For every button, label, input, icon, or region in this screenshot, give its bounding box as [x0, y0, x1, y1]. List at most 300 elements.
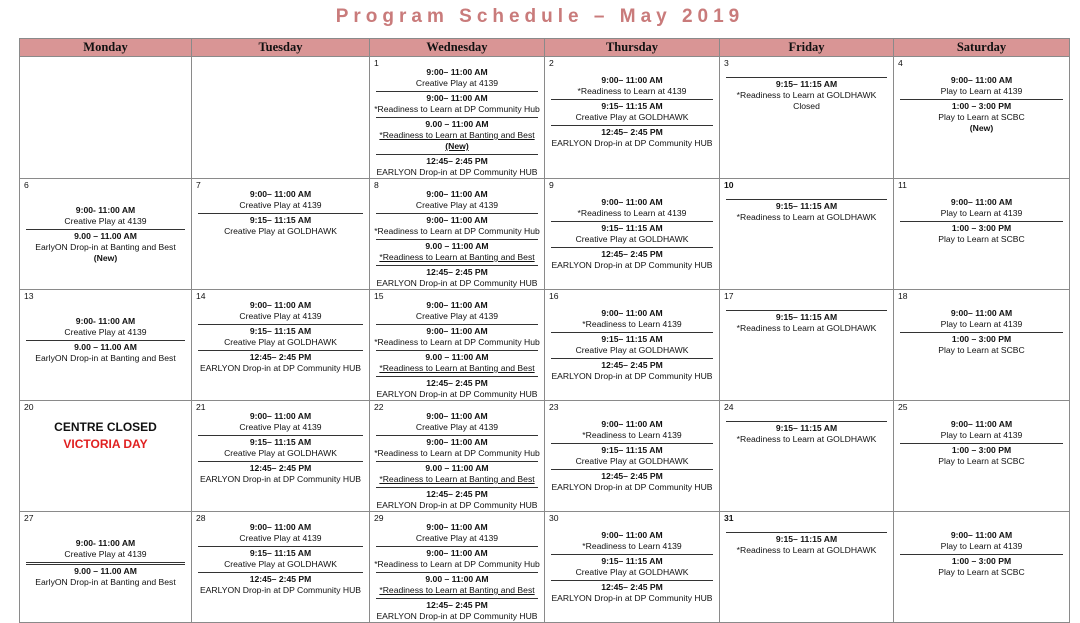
- program-list: [545, 401, 719, 493]
- program-entry: [896, 530, 1067, 552]
- program-time: 9:15– 11:15 AM: [249, 326, 312, 336]
- program-name: *Readiness to Learn at Banting and Best: [379, 130, 535, 140]
- program-entry: [372, 546, 542, 570]
- entry-divider: [726, 77, 887, 78]
- program-time: 1:00 – 3:00 PM: [951, 445, 1012, 455]
- closed-notice: [20, 401, 191, 453]
- program-time: 9:15– 11:15 AM: [775, 423, 838, 433]
- program-name: Play to Learn at SCBC: [938, 456, 1025, 466]
- program-name: Creative Play at GOLDHAWK: [224, 337, 337, 347]
- date-number: 7: [196, 180, 201, 190]
- program-time: 9:15– 11:15 AM: [601, 101, 663, 111]
- week-row: [20, 57, 1070, 179]
- entry-divider: [198, 324, 363, 325]
- program-time: 9.00 – 11.00 AM: [74, 342, 137, 352]
- program-entry: [194, 522, 367, 544]
- program-name: *Readiness to Learn at DP Community Hub: [374, 559, 540, 569]
- program-name: *Readiness to Learn at DP Community Hub: [374, 337, 540, 347]
- program-name: Play to Learn at 4139: [940, 208, 1023, 218]
- program-time: 9:00– 11:00 AM: [426, 215, 488, 225]
- day-cell: [894, 290, 1070, 401]
- program-list: [894, 57, 1069, 134]
- entry-divider: [376, 154, 538, 155]
- program-name: Play to Learn at SCBC: [938, 234, 1025, 244]
- program-time: 9:00– 11:00 AM: [249, 411, 312, 421]
- day-cell: [20, 290, 192, 401]
- program-entry: [372, 117, 542, 152]
- program-time: 9:00- 11:00 AM: [75, 205, 136, 215]
- program-name: Creative Play at 4139: [239, 311, 322, 321]
- program-list: [720, 401, 893, 445]
- entry-divider: [198, 546, 363, 547]
- program-entry: [547, 75, 717, 97]
- week-row: [20, 401, 1070, 512]
- program-time: 9:00– 11:00 AM: [601, 308, 663, 318]
- program-time: 12:45– 2:45 PM: [426, 156, 488, 166]
- program-list: [894, 401, 1069, 467]
- program-entry: [896, 308, 1067, 330]
- program-list: [894, 179, 1069, 245]
- program-entry: [547, 221, 717, 245]
- program-time: 9:00– 11:00 AM: [426, 326, 488, 336]
- program-list: [20, 179, 191, 264]
- program-time: 9:00– 11:00 AM: [601, 75, 663, 85]
- entry-divider: [726, 532, 887, 533]
- program-entry: [547, 99, 717, 123]
- program-time: 9:00– 11:00 AM: [601, 419, 663, 429]
- program-time: 9:00– 11:00 AM: [950, 197, 1013, 207]
- program-time: 9:15– 11:15 AM: [601, 445, 663, 455]
- program-time: 9.00 – 11:00 AM: [425, 574, 489, 584]
- program-entry: [722, 421, 891, 445]
- day-cell: [894, 179, 1070, 290]
- program-name: Creative Play at GOLDHAWK: [224, 226, 337, 236]
- program-name: *Readiness to Learn 4139: [582, 541, 682, 551]
- program-time: 9:15– 11:15 AM: [601, 556, 663, 566]
- program-time: 12:45– 2:45 PM: [601, 249, 663, 259]
- program-name: Creative Play at 4139: [415, 78, 499, 88]
- header-tuesday: Tuesday: [192, 39, 370, 57]
- program-time: 9:00– 11:00 AM: [249, 300, 312, 310]
- program-entry: [194, 324, 367, 348]
- program-name: EARLYON Drop-in at DP Community HUB: [376, 167, 538, 177]
- program-name: Creative Play at 4139: [64, 327, 147, 337]
- program-time: 9:00– 11:00 AM: [426, 189, 488, 199]
- program-name: EARLYON Drop-in at DP Community HUB: [551, 260, 713, 270]
- program-entry: [547, 530, 717, 552]
- entry-divider: [376, 239, 538, 240]
- program-time: 9:00– 11:00 AM: [426, 300, 488, 310]
- entry-divider: [376, 487, 538, 488]
- program-entry: [722, 199, 891, 223]
- program-list: [192, 179, 369, 237]
- program-name: Play to Learn at SCBC: [938, 567, 1025, 577]
- program-name: EARLYON Drop-in at DP Community HUB: [551, 138, 713, 148]
- program-name: Creative Play at GOLDHAWK: [575, 456, 689, 466]
- program-list: [894, 290, 1069, 356]
- date-number: 29: [374, 513, 384, 523]
- program-time: 12:45– 2:45 PM: [426, 267, 488, 277]
- date-number: 15: [374, 291, 384, 301]
- program-list: [720, 57, 893, 112]
- date-number: 17: [724, 291, 734, 301]
- program-time: 9:00- 11:00 AM: [75, 316, 136, 326]
- program-name: *Readiness to Learn at GOLDHAWK: [736, 323, 877, 333]
- program-time: 9.00 – 11:00 AM: [425, 241, 489, 251]
- program-entry: [896, 443, 1067, 467]
- program-entry: [896, 554, 1067, 578]
- program-time: 9:15– 11:15 AM: [775, 79, 838, 89]
- program-name: *Readiness to Learn 4139: [582, 319, 682, 329]
- program-entry: [372, 435, 542, 459]
- program-entry: [372, 598, 542, 622]
- program-name: Creative Play at GOLDHAWK: [224, 448, 337, 458]
- program-time: 9:15– 11:15 AM: [775, 534, 838, 544]
- program-time: 9:00– 11:00 AM: [950, 530, 1013, 540]
- program-list: [20, 512, 191, 588]
- program-entry: [547, 247, 717, 271]
- day-cell: [192, 401, 370, 512]
- entry-divider: [900, 99, 1063, 100]
- program-entry: [372, 411, 542, 433]
- program-name: EARLYON Drop-in at DP Community HUB: [199, 585, 362, 595]
- program-entry: [547, 419, 717, 441]
- entry-divider: [551, 99, 713, 100]
- program-time: 9:15– 11:15 AM: [601, 334, 663, 344]
- entry-divider: [900, 221, 1063, 222]
- entry-divider: [551, 443, 713, 444]
- program-entry: [194, 350, 367, 374]
- program-time: 9:00– 11:00 AM: [950, 419, 1013, 429]
- day-cell: [720, 512, 894, 623]
- program-entry: [896, 419, 1067, 441]
- program-entry: [372, 572, 542, 596]
- week-row: [20, 290, 1070, 401]
- program-time: 9:15– 11:15 AM: [249, 548, 312, 558]
- program-list: [20, 290, 191, 364]
- program-list: [370, 401, 544, 511]
- day-cell: [192, 512, 370, 623]
- entry-divider: [551, 580, 713, 581]
- program-name: EarlyON Drop-in at Banting and Best: [35, 242, 176, 252]
- program-time: 1:00 – 3:00 PM: [951, 556, 1012, 566]
- program-entry: [194, 546, 367, 570]
- date-number: 22: [374, 402, 384, 412]
- program-entry: [896, 332, 1067, 356]
- program-time: 9:00– 11:00 AM: [950, 75, 1013, 85]
- program-name: EARLYON Drop-in at DP Community HUB: [376, 500, 538, 510]
- program-time: 9:00– 11:00 AM: [601, 197, 663, 207]
- program-name: EARLYON Drop-in at DP Community HUB: [551, 482, 713, 492]
- entry-divider: [551, 554, 713, 555]
- program-name: *Readiness to Learn at Banting and Best: [379, 363, 535, 373]
- entry-divider: [376, 265, 538, 266]
- program-name: Creative Play at GOLDHAWK: [575, 567, 689, 577]
- program-time: 1:00 – 3:00 PM: [951, 223, 1012, 233]
- program-entry: [372, 300, 542, 322]
- program-entry: [372, 213, 542, 237]
- program-name: EARLYON Drop-in at DP Community HUB: [376, 611, 538, 621]
- program-name: Play to Learn at 4139: [940, 541, 1023, 551]
- day-cell: [370, 290, 545, 401]
- program-entry: [22, 229, 189, 264]
- entry-divider: [726, 199, 887, 200]
- page-title: Program Schedule – May 2019: [335, 6, 745, 27]
- program-name: EARLYON Drop-in at DP Community HUB: [551, 371, 713, 381]
- day-cell: [20, 179, 192, 290]
- week-row: [20, 179, 1070, 290]
- program-name: Play to Learn at 4139: [940, 86, 1023, 96]
- weekday-header-row: [20, 39, 1070, 57]
- program-list: [192, 401, 369, 485]
- entry-divider: [726, 310, 887, 311]
- program-list: [370, 512, 544, 622]
- entry-divider: [551, 221, 713, 222]
- program-entry: [896, 221, 1067, 245]
- program-time: 9:00- 11:00 AM: [75, 538, 136, 548]
- program-time: 9:15– 11:15 AM: [775, 312, 838, 322]
- date-number: 21: [196, 402, 206, 412]
- entry-divider: [376, 598, 538, 599]
- day-cell: [545, 179, 720, 290]
- program-entry: [22, 316, 189, 338]
- program-entry: [372, 67, 542, 89]
- program-list: [370, 290, 544, 400]
- entry-divider: [198, 350, 363, 351]
- day-cell: [720, 179, 894, 290]
- program-entry: [22, 205, 189, 227]
- entry-divider: [551, 332, 713, 333]
- date-number: 1: [374, 58, 379, 68]
- entry-divider: [376, 350, 538, 351]
- program-list: [192, 512, 369, 596]
- entry-divider: [376, 435, 538, 436]
- program-name: *Readiness to Learn at GOLDHAWK: [736, 90, 877, 100]
- program-name: *Readiness to Learn at GOLDHAWK: [736, 545, 877, 555]
- program-name: *Readiness to Learn at GOLDHAWK: [736, 212, 877, 222]
- program-entry: [22, 562, 189, 588]
- program-name: EARLYON Drop-in at DP Community HUB: [199, 363, 362, 373]
- date-number: 14: [196, 291, 206, 301]
- program-name: Creative Play at 4139: [64, 216, 147, 226]
- entry-divider: [551, 247, 713, 248]
- day-cell: [894, 57, 1070, 179]
- program-time: 9.00 – 11.00 AM: [74, 231, 137, 241]
- header-thursday: Thursday: [545, 39, 720, 57]
- date-number: 20: [24, 402, 34, 412]
- day-cell: [192, 57, 370, 179]
- program-name: *Readiness to Learn 4139: [582, 430, 682, 440]
- program-name: Creative Play at 4139: [64, 549, 147, 559]
- program-entry: [547, 443, 717, 467]
- entry-divider: [198, 572, 363, 573]
- day-cell: [545, 512, 720, 623]
- program-time: 9:15– 11:15 AM: [775, 201, 838, 211]
- new-badge: (New): [969, 123, 994, 133]
- program-name: *Readiness to Learn at 4139: [577, 86, 687, 96]
- date-number: 30: [549, 513, 559, 523]
- entry-divider: [26, 562, 185, 565]
- program-entry: [372, 461, 542, 485]
- program-time: 9:00– 11:00 AM: [426, 67, 488, 77]
- program-time: 12:45– 2:45 PM: [426, 378, 488, 388]
- date-number: 4: [898, 58, 903, 68]
- entry-divider: [900, 443, 1063, 444]
- program-time: 12:45– 2:45 PM: [426, 600, 488, 610]
- program-time: 12:45– 2:45 PM: [601, 471, 663, 481]
- header-wednesday: Wednesday: [370, 39, 545, 57]
- date-number: 2: [549, 58, 554, 68]
- program-entry: [896, 75, 1067, 97]
- entry-divider: [551, 358, 713, 359]
- date-number: 16: [549, 291, 559, 301]
- program-entry: [194, 435, 367, 459]
- program-entry: [547, 469, 717, 493]
- program-list: [545, 512, 719, 604]
- new-badge: (New): [93, 253, 118, 263]
- program-entry: [547, 197, 717, 219]
- program-name: *Readiness to Learn at 4139: [577, 208, 687, 218]
- program-name: *Readiness to Learn at GOLDHAWK: [736, 434, 877, 444]
- program-name: Play to Learn at SCBC: [938, 345, 1025, 355]
- week-row: [20, 512, 1070, 623]
- program-list: [720, 179, 893, 223]
- program-name: Play to Learn at 4139: [940, 430, 1023, 440]
- program-name: EARLYON Drop-in at DP Community HUB: [551, 593, 713, 603]
- header-saturday: Saturday: [894, 39, 1070, 57]
- program-entry: [547, 358, 717, 382]
- date-number: 27: [24, 513, 34, 523]
- day-cell: [720, 401, 894, 512]
- entry-divider: [551, 125, 713, 126]
- program-entry: [547, 125, 717, 149]
- program-name: *Readiness to Learn at Banting and Best: [379, 474, 535, 484]
- program-name: Creative Play at 4139: [239, 533, 322, 543]
- day-cell: [545, 290, 720, 401]
- program-time: 9:00– 11:00 AM: [426, 93, 488, 103]
- program-entry: [722, 532, 891, 556]
- program-name: *Readiness to Learn at Banting and Best: [379, 252, 535, 262]
- program-entry: [22, 340, 189, 364]
- holiday-label: VICTORIA DAY: [63, 437, 148, 451]
- date-number: 10: [724, 180, 734, 190]
- program-name: *Readiness to Learn at DP Community Hub: [374, 226, 540, 236]
- program-time: 12:45– 2:45 PM: [601, 127, 663, 137]
- date-number: 28: [196, 513, 206, 523]
- day-cell: [545, 57, 720, 179]
- program-list: [545, 290, 719, 382]
- day-cell: [545, 401, 720, 512]
- program-name: Creative Play at 4139: [415, 200, 499, 210]
- date-number: 11: [898, 180, 907, 190]
- program-time: 12:45– 2:45 PM: [249, 574, 312, 584]
- program-entry: [547, 332, 717, 356]
- day-cell: [20, 57, 192, 179]
- program-time: 9:00– 11:00 AM: [950, 308, 1013, 318]
- entry-divider: [726, 421, 887, 422]
- day-cell: [370, 401, 545, 512]
- program-time: 12:45– 2:45 PM: [601, 360, 663, 370]
- program-time: 9:00– 11:00 AM: [426, 411, 488, 421]
- calendar-body: [20, 57, 1070, 623]
- entry-divider: [376, 117, 538, 118]
- day-cell: [370, 179, 545, 290]
- new-badge: (New): [445, 141, 469, 151]
- program-time: 9:15– 11:15 AM: [249, 437, 312, 447]
- program-list: [192, 290, 369, 374]
- program-name: Creative Play at GOLDHAWK: [575, 345, 689, 355]
- entry-divider: [551, 469, 713, 470]
- program-entry: [722, 310, 891, 334]
- program-name: EarlyON Drop-in at Banting and Best: [35, 577, 176, 587]
- program-entry: [372, 350, 542, 374]
- program-time: 12:45– 2:45 PM: [249, 463, 312, 473]
- program-entry: [372, 522, 542, 544]
- date-number: 3: [724, 58, 729, 68]
- header-monday: Monday: [20, 39, 192, 57]
- program-time: 9:00– 11:00 AM: [426, 522, 488, 532]
- program-name: *Readiness to Learn at DP Community Hub: [374, 448, 540, 458]
- program-entry: [372, 487, 542, 511]
- entry-divider: [26, 340, 185, 341]
- date-number: 23: [549, 402, 559, 412]
- header-friday: Friday: [720, 39, 894, 57]
- program-time: 9:00– 11:00 AM: [601, 530, 663, 540]
- date-number: 31: [724, 513, 734, 523]
- program-time: 9:00– 11:00 AM: [249, 522, 312, 532]
- entry-divider: [376, 213, 538, 214]
- program-list: [720, 512, 893, 556]
- program-time: 12:45– 2:45 PM: [249, 352, 312, 362]
- program-name: *Readiness to Learn at DP Community Hub: [374, 104, 540, 114]
- program-name: EarlyON Drop-in at Banting and Best: [35, 353, 176, 363]
- status-note: Closed: [793, 101, 820, 111]
- program-time: 9:15– 11:15 AM: [601, 223, 663, 233]
- program-entry: [22, 538, 189, 560]
- day-cell: [370, 57, 545, 179]
- program-name: Creative Play at GOLDHAWK: [575, 112, 689, 122]
- program-time: 9.00 – 11:00 AM: [425, 463, 489, 473]
- day-cell: [894, 512, 1070, 623]
- program-name: EARLYON Drop-in at DP Community HUB: [376, 278, 538, 288]
- entry-divider: [900, 332, 1063, 333]
- day-cell: [20, 512, 192, 623]
- program-name: Play to Learn at 4139: [940, 319, 1023, 329]
- program-entry: [372, 154, 542, 178]
- program-time: 12:45– 2:45 PM: [426, 489, 488, 499]
- entry-divider: [900, 554, 1063, 555]
- day-cell: [894, 401, 1070, 512]
- program-entry: [896, 99, 1067, 134]
- date-number: 18: [898, 291, 908, 301]
- program-name: Play to Learn at SCBC: [938, 112, 1025, 122]
- program-list: [720, 290, 893, 334]
- date-number: 25: [898, 402, 908, 412]
- program-time: 9:15– 11:15 AM: [249, 215, 312, 225]
- entry-divider: [376, 324, 538, 325]
- closed-label: CENTRE CLOSED: [54, 420, 157, 434]
- program-entry: [194, 213, 367, 237]
- program-list: [545, 57, 719, 149]
- day-cell: [720, 290, 894, 401]
- entry-divider: [26, 229, 185, 230]
- program-entry: [372, 376, 542, 400]
- program-name: Creative Play at 4139: [415, 311, 499, 321]
- program-name: EARLYON Drop-in at DP Community HUB: [199, 474, 362, 484]
- day-cell: [20, 401, 192, 512]
- program-time: 12:45– 2:45 PM: [601, 582, 663, 592]
- entry-divider: [198, 435, 363, 436]
